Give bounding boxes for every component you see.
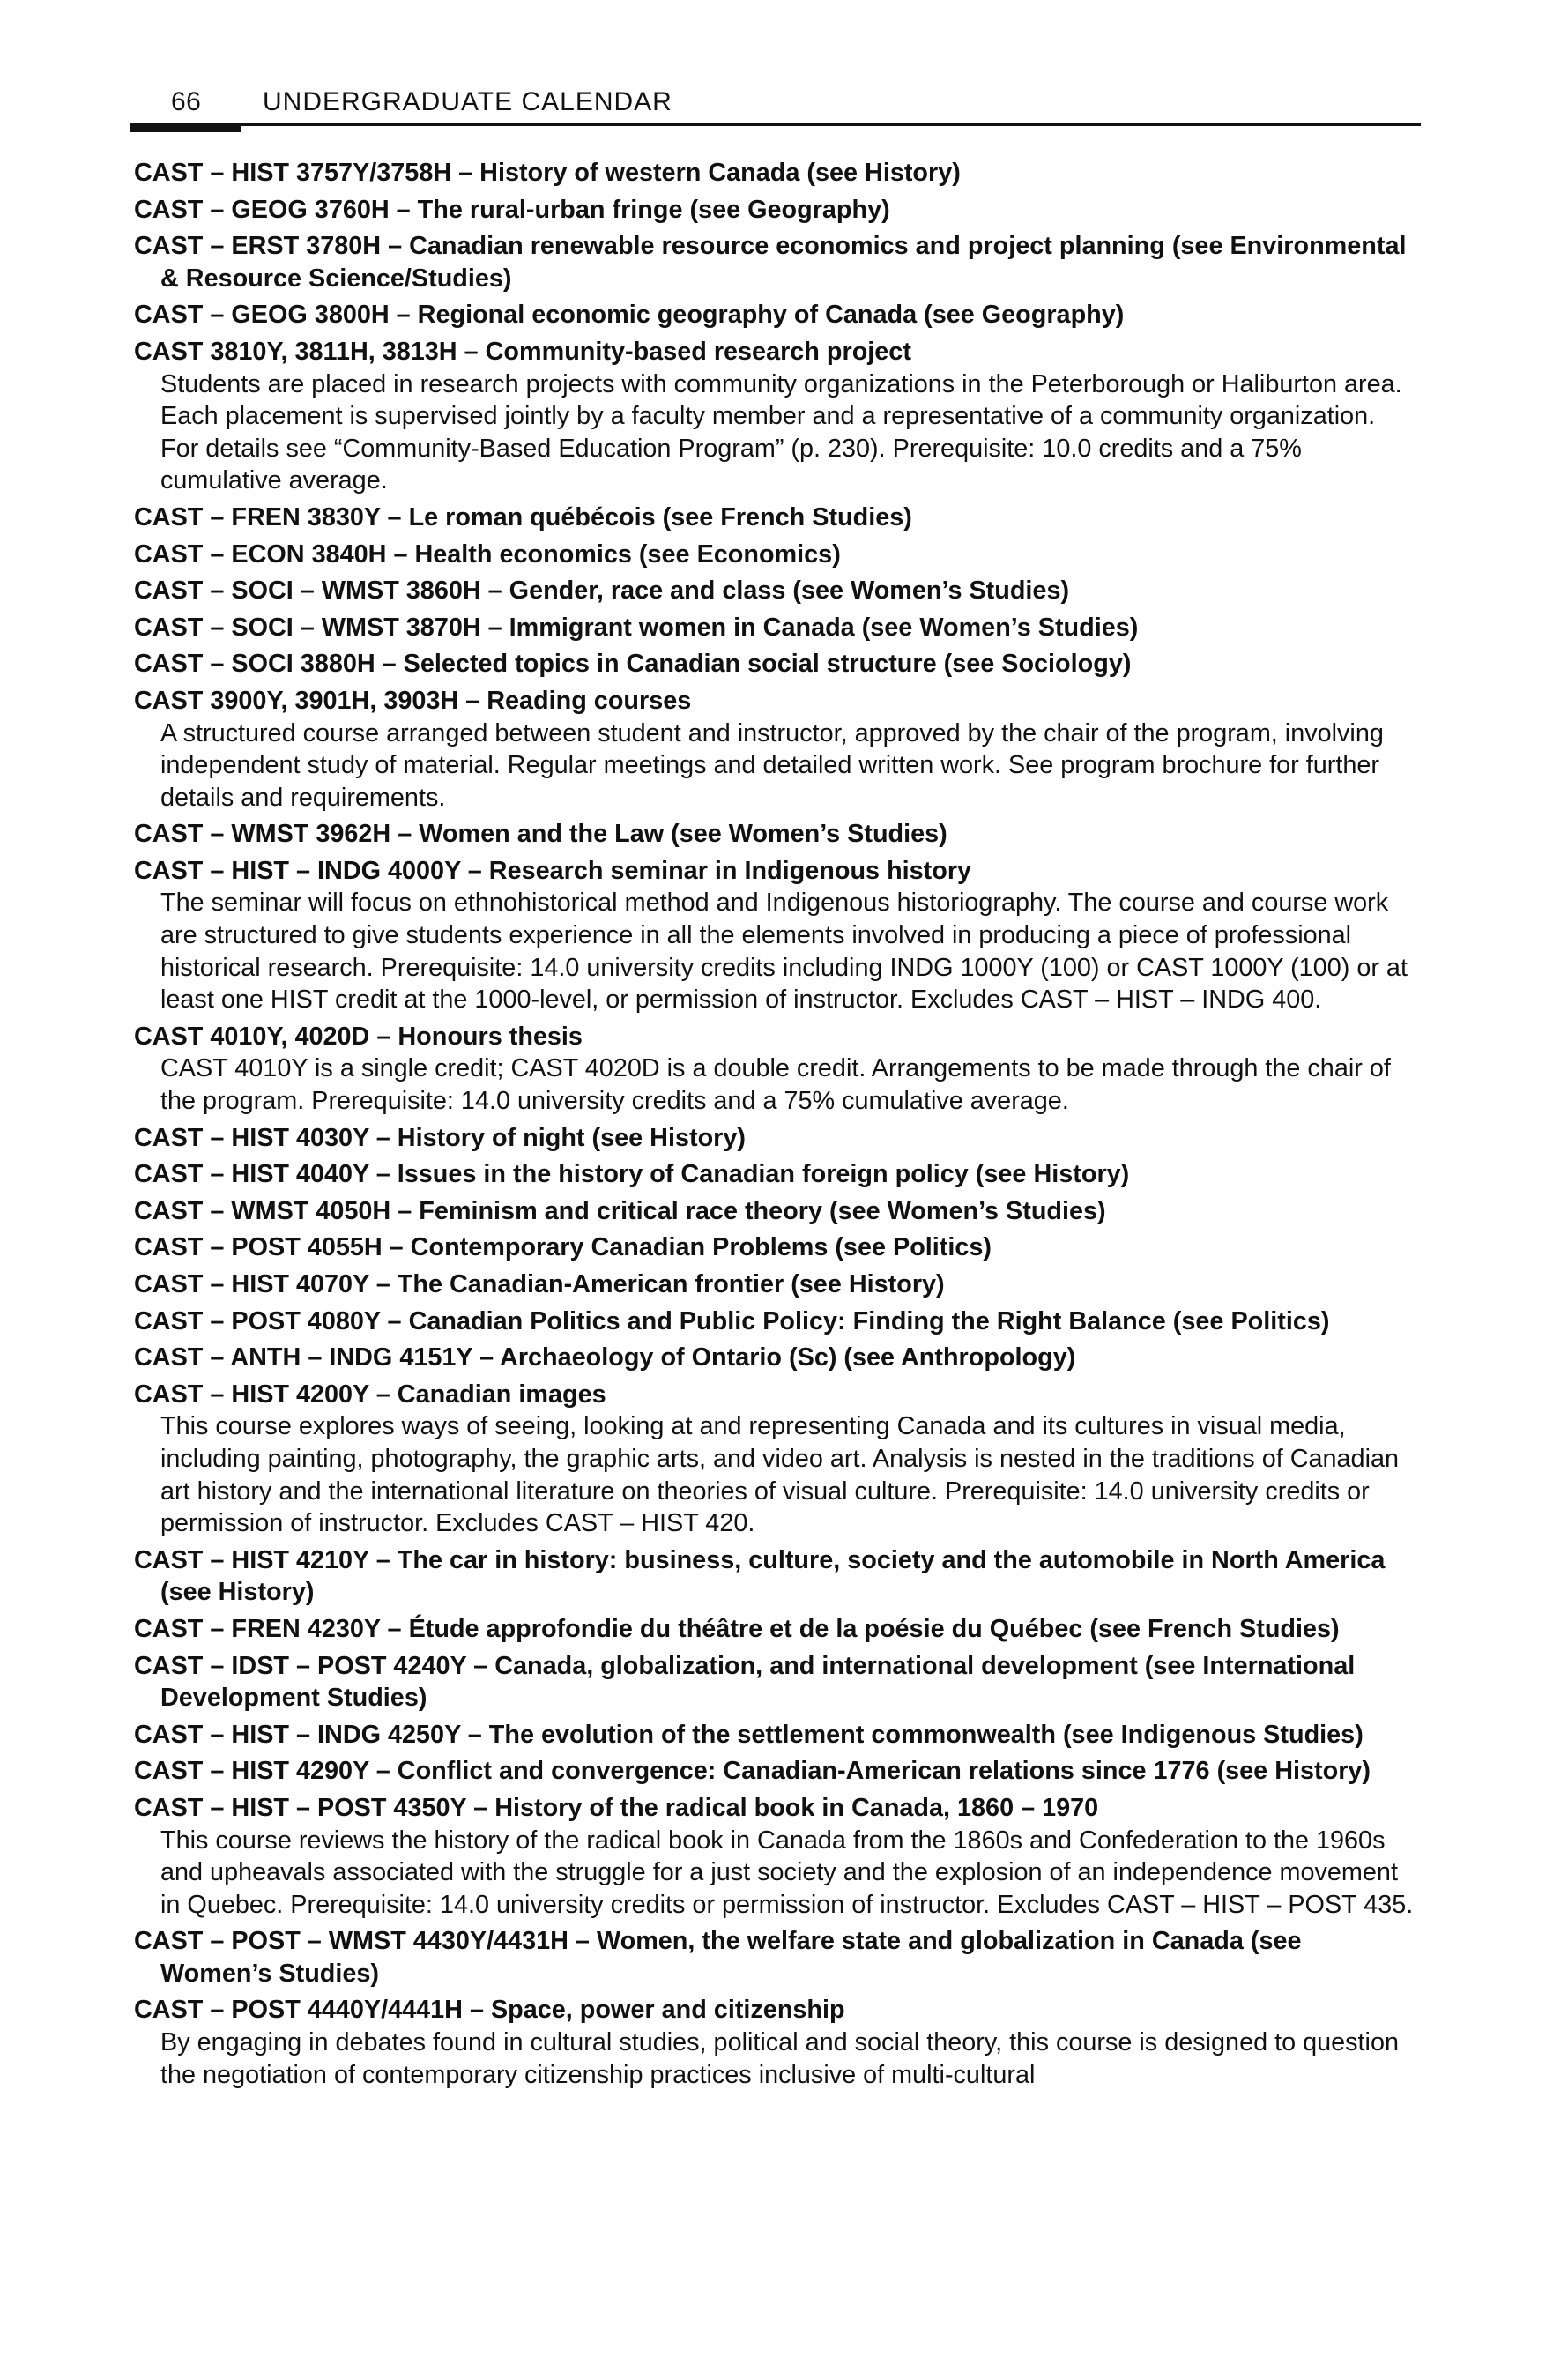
course-listing	[134, 157, 1419, 2343]
course-title: CAST – SOCI – WMST 3870H – Immigrant women in Canada (see Women’s Studies)	[134, 613, 1139, 642]
course-title: CAST – HIST 4070Y – The Canadian-American frontier (see History)	[134, 1270, 945, 1298]
course-entry	[134, 1613, 1419, 1646]
course-title: CAST 3900Y, 3901H, 3903H – Reading courses	[134, 686, 692, 715]
course-entry	[134, 1021, 1419, 1118]
course-title: CAST – ERST 3780H – Canadian renewable resource economics and project planning (see Environmental & Resource Science/Studies)	[134, 232, 1407, 293]
course-title: CAST – SOCI 3880H – Selected topics in Canadian social structure (see Sociology)	[134, 650, 1132, 679]
course-entry	[134, 1231, 1419, 1264]
course-entry	[134, 194, 1419, 227]
course-entry	[134, 1719, 1419, 1752]
course-title: CAST – HIST 4030Y – History of night (see History)	[134, 1123, 746, 1152]
running-title: UNDERGRADUATE CALENDAR	[263, 87, 672, 116]
course-title: CAST – HIST 4210Y – The car in history: business, culture, society and the automobile in North America (see History)	[134, 1545, 1386, 1607]
course-entry	[134, 648, 1419, 681]
course-entry	[134, 1994, 1419, 2091]
course-description: Students are placed in research projects with community organizations in the Peterborough or Haliburton area. Each placement is supervised jointly by a faculty member and a representative of a community organization. For details see “Community-Based Education Program” (p. 230). Prerequisite: 10.0 credits and a 75% cumulative average.	[160, 369, 1402, 495]
course-title: CAST – FREN 4230Y – Étude approfondie du théâtre et de la poésie du Québec (see French Studies)	[134, 1614, 1340, 1643]
course-entry	[134, 157, 1419, 190]
course-title: CAST – HIST – POST 4350Y – History of the radical book in Canada, 1860 – 1970	[134, 1793, 1099, 1822]
course-title: CAST – FREN 3830Y – Le roman québécois (see French Studies)	[134, 502, 912, 532]
page-number: 66	[171, 87, 202, 116]
course-entry	[134, 1305, 1419, 1338]
course-entry	[134, 299, 1419, 331]
course-title: CAST – HIST – INDG 4250Y – The evolution of the settlement commonwealth (see Indigenous Studies)	[134, 1720, 1364, 1749]
course-entry	[134, 685, 1419, 814]
page-header	[130, 78, 1421, 130]
course-entry	[134, 818, 1419, 851]
course-entry	[134, 1544, 1419, 1609]
course-title: CAST – ECON 3840H – Health economics (see Economics)	[134, 539, 841, 569]
course-entry	[134, 575, 1419, 607]
course-title: CAST – GEOG 3760H – The rural-urban fringe (see Geography)	[134, 195, 890, 224]
course-description: The seminar will focus on ethnohistorical method and Indigenous historiography. The course and course work are structured to give students experience in all the elements involved in producing a piece of professional historical research. Prerequisite: 14.0 university credits including INDG 1000Y (100) or CAST 1000Y (100) or at least one HIST credit at the 1000-level, or permission of instructor. Excludes CAST – HIST – INDG 400.	[160, 889, 1408, 1015]
course-entry	[134, 1755, 1419, 1788]
course-description: CAST 4010Y is a single credit; CAST 4020D is a double credit. Arrangements to be made through the chair of the program. Prerequisite: 14.0 university credits and a 75% cumulative average.	[160, 1054, 1391, 1116]
course-title: CAST – WMST 3962H – Women and the Law (see Women’s Studies)	[134, 820, 947, 849]
course-title: CAST – HIST – INDG 4000Y – Research seminar in Indigenous history	[134, 856, 972, 885]
course-title: CAST – SOCI – WMST 3860H – Gender, race and class (see Women’s Studies)	[134, 576, 1070, 606]
course-title: CAST – POST – WMST 4430Y/4431H – Women, the welfare state and globalization in Canada (see Women’s Studies)	[134, 1927, 1302, 1988]
course-entry	[134, 539, 1419, 571]
course-description: By engaging in debates found in cultural studies, political and social theory, this course is designed to question the negotiation of contemporary citizenship practices inclusive of multi-cultural	[160, 2028, 1399, 2089]
course-description: This course reviews the history of the radical book in Canada from the 1860s and Confederation to the 1960s and upheavals associated with the struggle for a just society and the explosion of an independence movement in Quebec. Prerequisite: 14.0 university credits or permission of instructor. Excludes CAST – HIST – POST 435.	[160, 1826, 1414, 1919]
course-entry	[134, 855, 1419, 1016]
course-title: CAST – GEOG 3800H – Regional economic geography of Canada (see Geography)	[134, 301, 1125, 330]
course-title: CAST – ANTH – INDG 4151Y – Archaeology of Ontario (Sc) (see Anthropology)	[134, 1343, 1076, 1372]
course-entry	[134, 1379, 1419, 1540]
course-title: CAST – HIST 3757Y/3758H – History of western Canada (see History)	[134, 159, 961, 187]
course-title: CAST – HIST 4290Y – Conflict and convergence: Canadian-American relations since 1776 (see History)	[134, 1757, 1371, 1786]
course-entry	[134, 612, 1419, 644]
course-title: CAST – WMST 4050H – Feminism and critical race theory (see Women’s Studies)	[134, 1196, 1106, 1225]
course-entry	[134, 1925, 1419, 1990]
course-title: CAST – POST 4055H – Contemporary Canadian Problems (see Politics)	[134, 1233, 992, 1262]
course-entry	[134, 1195, 1419, 1228]
course-entry	[134, 502, 1419, 534]
course-entry	[134, 1158, 1419, 1191]
course-description: A structured course arranged between student and instructor, approved by the chair of the program, involving independent study of material. Regular meetings and detailed written work. See program brochure for further details and requirements.	[160, 718, 1384, 812]
course-title: CAST – IDST – POST 4240Y – Canada, globalization, and international development (see International Development Studies)	[134, 1651, 1356, 1713]
course-title: CAST 4010Y, 4020D – Honours thesis	[134, 1022, 583, 1051]
course-title: CAST 3810Y, 3811H, 3813H – Community-based research project	[134, 337, 911, 366]
course-entry	[134, 1650, 1419, 1714]
course-description: This course explores ways of seeing, looking at and representing Canada and its cultures in visual media, including painting, photography, the graphic arts, and video art. Analysis is nested in the traditions of Canadian art history and the international literature on theories of visual culture. Prerequisite: 14.0 university credits or permission of instructor. Excludes CAST – HIST 420.	[160, 1412, 1400, 1538]
course-title: CAST – HIST 4040Y – Issues in the history of Canadian foreign policy (see History)	[134, 1160, 1130, 1189]
course-entry	[134, 1122, 1419, 1155]
course-entry	[134, 230, 1419, 294]
course-entry	[134, 336, 1419, 497]
course-entry	[134, 1342, 1419, 1374]
course-title: CAST – HIST 4200Y – Canadian images	[134, 1380, 606, 1409]
course-entry	[134, 1792, 1419, 1921]
course-title: CAST – POST 4080Y – Canadian Politics and Public Policy: Finding the Right Balance (see Politics)	[134, 1306, 1330, 1335]
course-title: CAST – POST 4440Y/4441H – Space, power and citizenship	[134, 1996, 845, 2025]
header-rule-tab	[130, 123, 241, 132]
course-entry	[134, 1268, 1419, 1301]
header-rule	[130, 123, 1421, 126]
calendar-page	[130, 0, 1421, 2380]
